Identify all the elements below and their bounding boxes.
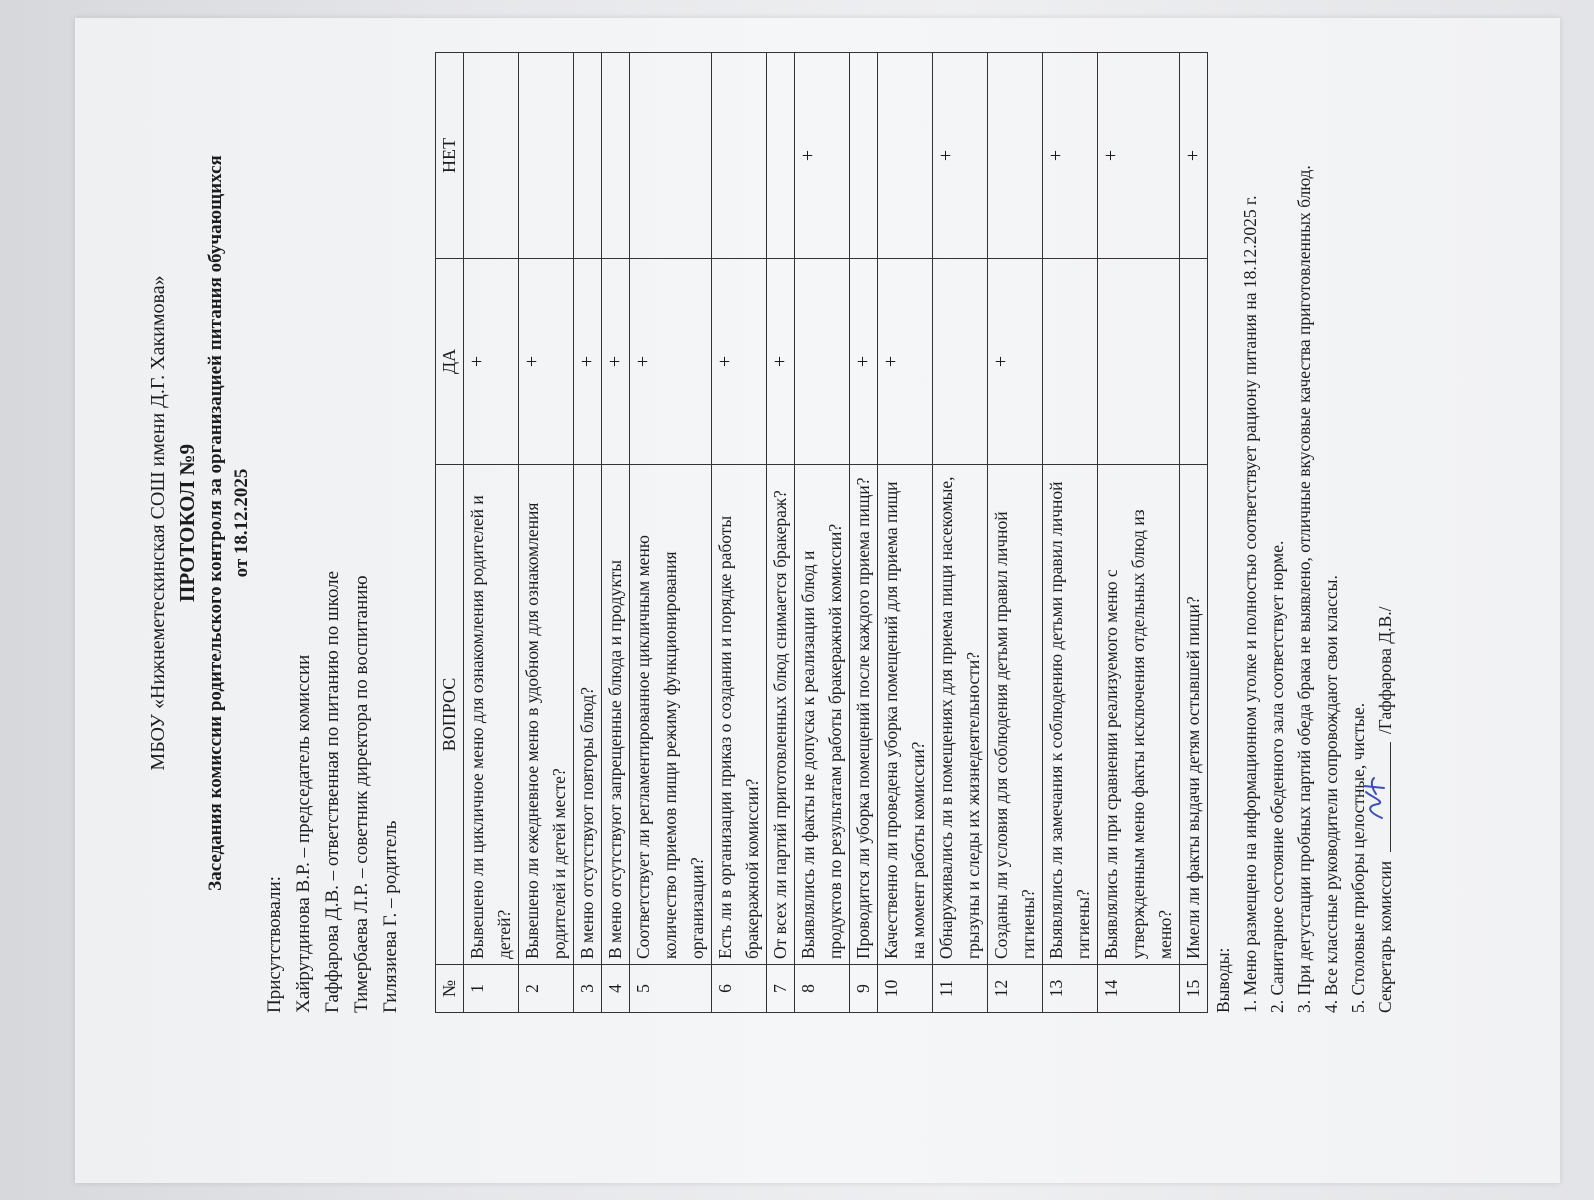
row-question: В меню отсутствуют запрещенные блюда и продукты xyxy=(602,465,630,965)
row-yes-mark: + xyxy=(767,259,795,465)
row-yes-mark: + xyxy=(630,259,712,465)
signature-name: /Гаффарова Д.В./ xyxy=(1375,606,1395,735)
row-yes-mark: + xyxy=(519,259,574,465)
row-yes-mark xyxy=(795,259,850,465)
row-number: 12 xyxy=(988,965,1043,1013)
row-number: 14 xyxy=(1098,965,1180,1013)
questions-table xyxy=(435,52,1208,1013)
row-yes-mark: + xyxy=(464,259,519,465)
conclusion-item: 2. Санитарное состояние обеденного зала соответствует норме. xyxy=(1267,540,1287,1013)
row-no-mark xyxy=(630,53,712,259)
conclusion-item: 4. Все классные руководители сопровождают свои классы. xyxy=(1321,575,1341,1013)
row-no-mark xyxy=(767,53,795,259)
row-no-mark xyxy=(574,53,602,259)
protocol-date: от 18.12.2025 xyxy=(231,468,252,578)
row-question: Вывешено ли цикличное меню для ознакомления родителей и детей? xyxy=(464,465,519,965)
row-yes-mark: + xyxy=(988,259,1043,465)
row-question: Выявлялись ли факты не допуска к реализации блюд и продуктов по результатам работы бракеражной комиссии? xyxy=(795,465,850,965)
row-no-mark: + xyxy=(1180,53,1208,259)
conclusion-item: 3. При дегустации пробных партий обеда брака не выявлено, отличные вкусовые качества приготовленных блюд. xyxy=(1294,165,1314,1013)
row-no-mark xyxy=(988,53,1043,259)
row-question: От всех ли партий приготовленных блюд снимается бракераж? xyxy=(767,465,795,965)
header-num: № xyxy=(436,965,464,1013)
conclusions-block xyxy=(1210,23,1399,1013)
row-yes-mark: + xyxy=(712,259,767,465)
row-yes-mark: + xyxy=(850,259,878,465)
row-question: Вывешено ли ежедневное меню в удобном для ознакомления родителей и детей месте? xyxy=(519,465,574,965)
meeting-subject: Заседания комиссии родительского контроля за организацией питания обучающихся xyxy=(205,155,226,891)
signature-line xyxy=(1372,742,1391,852)
table-row xyxy=(519,53,574,1013)
row-number: 6 xyxy=(712,965,767,1013)
row-no-mark xyxy=(850,53,878,259)
table-row xyxy=(1098,53,1180,1013)
row-yes-mark xyxy=(1180,259,1208,465)
row-yes-mark xyxy=(933,259,988,465)
table-row xyxy=(767,53,795,1013)
table-header-row xyxy=(436,53,464,1013)
row-number: 10 xyxy=(878,965,933,1013)
attendee-item: Гилязиева Г. – родитель xyxy=(380,820,401,1013)
table-row xyxy=(712,53,767,1013)
attendees-block xyxy=(260,571,405,1013)
row-question: Выявлялись ли при сравнении реализуемого меню с утвержденным меню факты исключения отдельных блюд из меню? xyxy=(1098,465,1180,965)
row-question: В меню отсутствуют повторы блюд? xyxy=(574,465,602,965)
paper-sheet xyxy=(75,18,1560,1183)
row-number: 2 xyxy=(519,965,574,1013)
row-yes-mark xyxy=(1043,259,1098,465)
row-no-mark xyxy=(602,53,630,259)
row-no-mark: + xyxy=(1043,53,1098,259)
row-question: Проводится ли уборка помещений после каждого приема пищи? xyxy=(850,465,878,965)
row-number: 15 xyxy=(1180,965,1208,1013)
row-number: 13 xyxy=(1043,965,1098,1013)
row-number: 11 xyxy=(933,965,988,1013)
row-no-mark: + xyxy=(933,53,988,259)
row-yes-mark: + xyxy=(878,259,933,465)
conclusion-item: 1. Меню размещено на информационном уголке и полностью соответствует рациону питания на 18.12.2025 г. xyxy=(1240,195,1260,1013)
protocol-document xyxy=(105,18,1525,1043)
header-yes: ДА xyxy=(436,259,464,465)
table-body xyxy=(464,53,1208,1013)
row-number: 8 xyxy=(795,965,850,1013)
table-row xyxy=(933,53,988,1013)
table-row xyxy=(602,53,630,1013)
protocol-title: ПРОТОКОЛ №9 xyxy=(175,444,199,602)
row-number: 7 xyxy=(767,965,795,1013)
row-question: Есть ли в организации приказ о создании и порядке работы бракеражной комиссии? xyxy=(712,465,767,965)
row-no-mark: + xyxy=(1098,53,1180,259)
row-yes-mark xyxy=(1098,259,1180,465)
handwritten-signature xyxy=(1360,762,1390,822)
attendee-item: Хайрутдинова В.Р. – председатель комиссии xyxy=(293,654,314,1013)
table-row xyxy=(464,53,519,1013)
school-name: МБОУ «Нижнеметескинская СОШ имени Д.Г. Хакимова» xyxy=(147,275,169,771)
attendee-item: Гаффарова Д.В. – ответственная по питанию по школе xyxy=(322,570,343,1013)
row-question: Выявлялись ли замечания к соблюдению детьми правил личной гигиены? xyxy=(1043,465,1098,965)
conclusions-label: Выводы: xyxy=(1213,947,1233,1013)
table-row xyxy=(1180,53,1208,1013)
row-number: 3 xyxy=(574,965,602,1013)
row-no-mark xyxy=(878,53,933,259)
conclusion-item: 5. Столовые приборы целостные, чистые. xyxy=(1348,702,1368,1013)
row-number: 1 xyxy=(464,965,519,1013)
row-question: Созданы ли условия для соблюдения детьми правил личной гигиены? xyxy=(988,465,1043,965)
table-row xyxy=(795,53,850,1013)
row-no-mark xyxy=(712,53,767,259)
row-no-mark xyxy=(464,53,519,259)
row-number: 4 xyxy=(602,965,630,1013)
table-row xyxy=(988,53,1043,1013)
row-yes-mark: + xyxy=(602,259,630,465)
table-row xyxy=(630,53,712,1013)
row-number: 5 xyxy=(630,965,712,1013)
attendee-item: Тимербаева Л.Р. – советник директора по воспитанию xyxy=(351,575,372,1013)
row-question: Имели ли факты выдачи детям остывшей пищи? xyxy=(1180,465,1208,965)
table-row xyxy=(1043,53,1098,1013)
row-no-mark: + xyxy=(795,53,850,259)
table-row xyxy=(878,53,933,1013)
row-question: Обнаруживались ли в помещениях для приема пищи насекомые, грызуны и следы их жизнедеятельности? xyxy=(933,465,988,965)
attendees-label: Присутствовали: xyxy=(264,876,285,1013)
row-question: Качественно ли проведена уборка помещений для приема пищи на момент работы комиссии? xyxy=(878,465,933,965)
row-number: 9 xyxy=(850,965,878,1013)
header-question: ВОПРОС xyxy=(436,465,464,965)
row-yes-mark: + xyxy=(574,259,602,465)
row-no-mark xyxy=(519,53,574,259)
table-row xyxy=(574,53,602,1013)
row-question: Соответствует ли регламентированное цикличным меню количество приемов пищи режиму функционирования организации? xyxy=(630,465,712,965)
signature-row xyxy=(1372,23,1399,1013)
signature-label: Секретарь комиссии xyxy=(1375,860,1395,1013)
header-no: НЕТ xyxy=(436,53,464,259)
table-row xyxy=(850,53,878,1013)
